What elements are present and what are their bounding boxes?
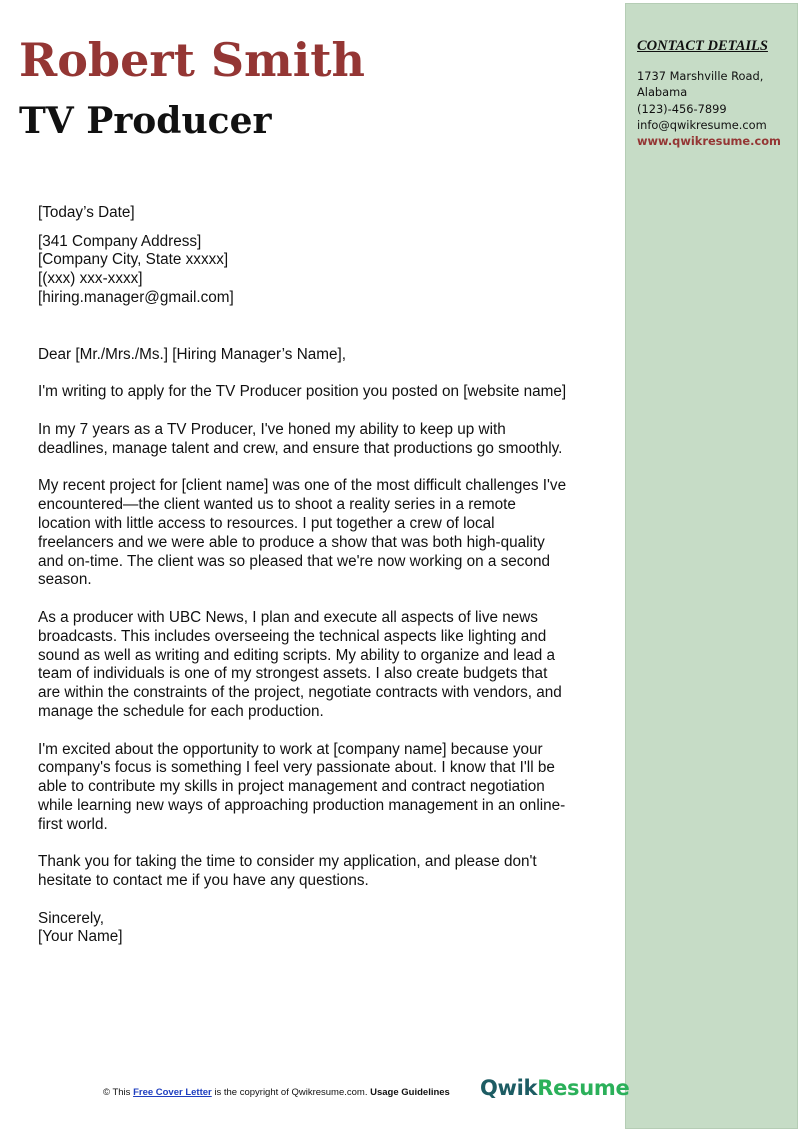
closing: Sincerely, [38, 909, 105, 927]
paragraph-line: able to contribute my skills in project management and contract negotiation [38, 778, 545, 796]
paragraph-line: sound as well as writing and editing scripts. My ability to organize and lead a [38, 646, 555, 664]
paragraph [38, 421, 608, 459]
letter-date [38, 204, 608, 223]
closing-block [38, 910, 608, 948]
paragraph [38, 383, 608, 402]
paragraph-line: are within the constraints of the project, negotiate contracts with vendors, and [38, 684, 562, 702]
footer-text: This [112, 1087, 131, 1098]
paragraph-line: In my 7 years as a TV Producer, I've honed my ability to keep up with [38, 420, 506, 438]
address-line: [(xxx) xxx-xxxx] [38, 270, 143, 288]
date-line: [Today’s Date] [38, 204, 135, 221]
applicant-name: Robert Smith [19, 33, 365, 87]
paragraph [38, 477, 608, 590]
paragraph-line: first world. [38, 815, 108, 833]
paragraph [38, 609, 608, 722]
paragraph [38, 853, 608, 891]
contact-sidebar [625, 3, 798, 1129]
paragraph-line: and on-time. The client was so pleased that we're now working on a second [38, 552, 550, 570]
paragraph [38, 741, 608, 835]
paragraph-line: Thank you for taking the time to consider my application, and please don't [38, 853, 537, 871]
qwikresume-logo[interactable] [480, 1076, 629, 1100]
contact-details-heading: CONTACT DETAILS [637, 38, 768, 54]
copyright-icon: © [103, 1087, 110, 1098]
contact-website[interactable]: www.qwikresume.com [637, 134, 781, 149]
paragraph-line: team of individuals is one of my strongest assets. I also create budgets that [38, 665, 548, 683]
paragraph-line: I'm writing to apply for the TV Producer position you posted on [website name] [38, 383, 567, 401]
logo-part-qwik: Qwik [480, 1076, 538, 1100]
letter-body [38, 204, 608, 966]
contact-address-line: Alabama [637, 85, 688, 100]
address-line: [341 Company Address] [38, 232, 202, 250]
address-line: [hiring.manager@gmail.com] [38, 288, 234, 306]
footer-text: is the copyright of Qwikresume.com. [214, 1087, 368, 1098]
copyright-footer [103, 1087, 450, 1098]
salutation-line: Dear [Mr./Mrs./Ms.] [Hiring Manager’s Name], [38, 345, 346, 363]
salutation [38, 346, 608, 365]
paragraph-line: As a producer with UBC News, I plan and execute all aspects of live news [38, 608, 538, 626]
paragraph-line: company's focus is something I feel very passionate about. I know that I'll be [38, 759, 555, 777]
contact-list [637, 68, 795, 149]
paragraph-line: My recent project for [client name] was one of the most difficult challenges I've [38, 477, 567, 495]
job-title: TV Producer [19, 100, 272, 142]
paragraph-line: deadlines, manage talent and crew, and ensure that productions go smoothly. [38, 439, 563, 457]
paragraph-line: season. [38, 571, 92, 589]
paragraph-line: I'm excited about the opportunity to work at [company name] because your [38, 740, 543, 758]
contact-phone: (123)-456-7899 [637, 101, 727, 116]
recipient-address [38, 233, 608, 308]
paragraph-line: while learning new ways of approaching production management in an online- [38, 796, 566, 814]
signature: [Your Name] [38, 928, 123, 946]
usage-guidelines-link[interactable]: Usage Guidelines [370, 1087, 450, 1098]
paragraph-line: location with little access to resources. I put together a crew of local [38, 514, 495, 532]
logo-part-resume: Resume [537, 1076, 630, 1100]
contact-address-line: 1737 Marshville Road, [637, 69, 764, 83]
paragraph-line: hesitate to contact me if you have any questions. [38, 872, 369, 890]
paragraph-line: broadcasts. This includes overseeing the technical aspects like lighting and [38, 627, 547, 645]
paragraph-line: freelancers and we were able to produce a show that was both high-quality [38, 533, 545, 551]
free-cover-letter-link[interactable]: Free Cover Letter [133, 1087, 212, 1098]
paragraph-line: manage the schedule for each production. [38, 702, 324, 720]
address-line: [Company City, State xxxxx] [38, 251, 229, 269]
contact-email[interactable]: info@qwikresume.com [637, 117, 767, 132]
paragraph-line: encountered—the client wanted us to shoot a reality series in a remote [38, 496, 516, 514]
